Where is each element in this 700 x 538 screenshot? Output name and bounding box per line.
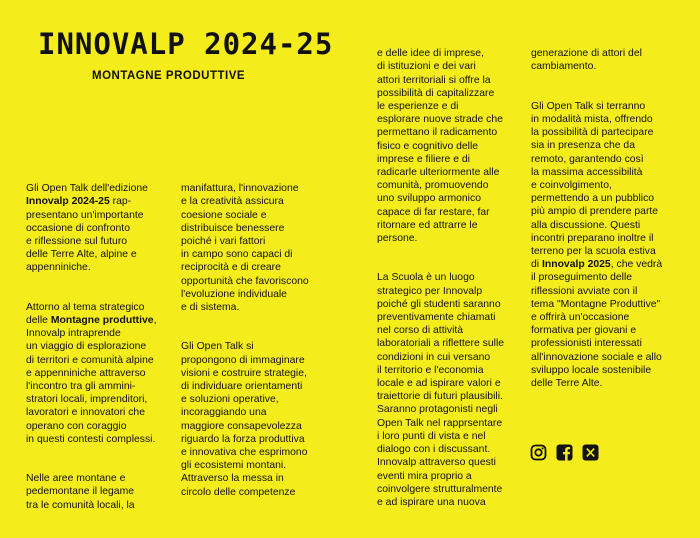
paragraph — [531, 100, 681, 390]
instagram-icon[interactable] — [530, 444, 547, 461]
page-title: INNOVALP 2024-25 — [38, 27, 334, 61]
text: , Innovalp intraprende un viaggio di esplorazione di territori e comunità alpine e appenniniche attraverso l'incontro tra gli ammini- stratori locali, imprenditori, lavoratori e innovatori che operano con coraggio in questi contesti complessi. — [26, 315, 157, 445]
text-column-3 — [377, 34, 527, 535]
paragraph: manifattura, l'innovazione e la creatività assicura coesione sociale e distribuisce benessere poiché i vari fattori in campo sono capaci di reciprocità e di creare opportunità che favoriscono l'evoluzione individuale e di sistema. — [181, 183, 309, 314]
text: , che vedrà il proseguimento delle riflessioni avviate con il tema "Montagne Produttive" e offrirà un'occasione formativa per giovani e professionisti interessati all'innovazione sociale e allo sviluppo locale sostenibile delle Terre Alte. — [531, 259, 663, 390]
bold-text: Innovalp 2024-25 — [26, 196, 110, 208]
paragraph — [26, 182, 176, 274]
paragraph: generazione di attori del cambiamento. — [531, 48, 642, 73]
paragraph: Gli Open Talk si propongono di immaginare visioni e costruire strategie, di individuare orientamenti e soluzioni operative, incoraggiando una maggiore consapevolezza riguardo la forza produttiva e innovativa che esprimono gli ecosistemi montani. Attraverso la messa in circolo delle competenze — [181, 341, 308, 498]
text: Attorno al tema strategico delle — [26, 301, 145, 327]
bold-text: Innovalp 2025 — [541, 259, 611, 271]
paragraph: e delle idee di imprese, di istituzioni e dei vari attori territoriali si offre la possibilità di capitalizzare le esperienze e di esplorare nuove strade che permettano il radicamento fisico e cognitivo delle imprese e filiere e di radicarle ulteriormente alle comunità, promuovendo uno sviluppo armonico capace di far restare, far ritornare ed attrarre le persone. — [377, 48, 503, 245]
facebook-icon[interactable] — [556, 444, 573, 461]
paragraph: La Scuola è un luogo strategico per Innovalp poiché gli studenti saranno preventivamente chiamati nel corso di attività laboratoriali a riflettere sulle condizioni in cui versano il territorio e l'economia locale e ad ispirare valori e traiettorie di futuri plausibili. Saranno protagonisti negli Open Talk nel rapprsentare i loro punti di vista e nel dialogo con i discussant. Innovalp attraverso questi eventi mira proprio a coinvolgere strutturalmente e ad ispirare una nuova — [377, 272, 505, 508]
text: rap- presentano un'importante occasione di confronto e riflessione sul futuro delle Terre Alte, alpine e appenniniche. — [26, 196, 144, 274]
paragraph: Nelle aree montane e pedemontane il legame tra le comunità locali, la — [26, 473, 135, 511]
social-links — [530, 444, 599, 461]
x-icon[interactable] — [582, 444, 599, 461]
text-column-4 — [531, 34, 681, 416]
paragraph — [26, 301, 176, 446]
page-subtitle: MONTAGNE PRODUTTIVE — [92, 70, 246, 82]
text-column-1 — [26, 169, 176, 538]
text: Gli Open Talk si terranno in modalità mista, offrendo la possibilità di partecipare sia in presenza che da remoto, garantendo così la massima accessibilità e coinvolgimento, permettendo a un pubblico più ampio di prendere parte alla discussione. Questi incontri preparano inoltre il terreno per la scuola estiva di — [531, 100, 659, 271]
text-column-2 — [181, 169, 331, 525]
bold-text: Montagne produttive — [50, 315, 154, 327]
text: Gli Open Talk dell'edizione — [26, 183, 148, 195]
